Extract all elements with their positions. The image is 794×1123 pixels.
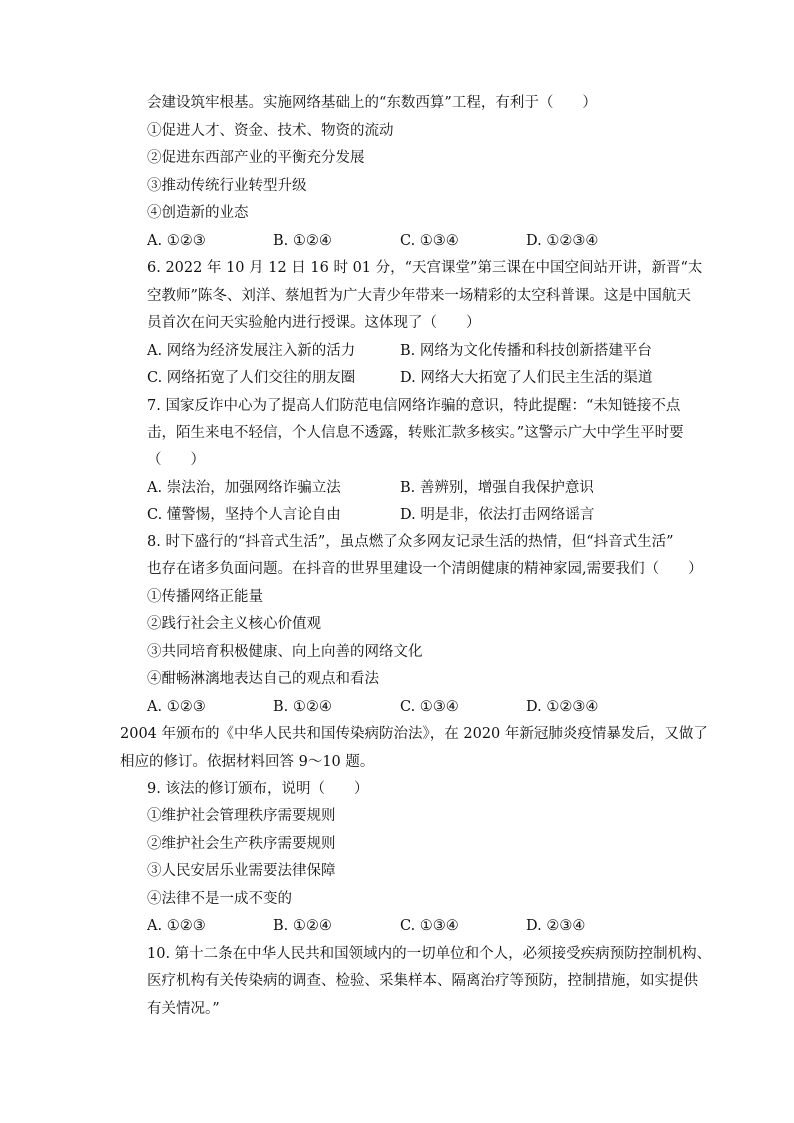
q8-item-4: ④酣畅淋漓地表达自己的观点和看法 [147, 671, 379, 687]
q6-stem-line-2: 空教师”陈冬、刘洋、蔡旭哲为广大青少年带来一场精彩的太空科普课。这是中国航天 [147, 288, 691, 304]
q6-stem-line-1: 6. 2022 年 10 月 12 日 16 时 01 分，“天宫课堂”第三课在中国空间站开讲，新晋“太 [147, 260, 703, 276]
q5-option-b: B. ①②④ [273, 233, 332, 249]
material-line-1: 2004 年颁布的《中华人民共和国传染病防治法》，在 2020 年新冠肺炎疫情暴发后，又做了 [120, 726, 708, 742]
q9-item-4: ④法律不是一成不变的 [147, 891, 292, 907]
q7-option-c: C. 懂警惕，坚持个人言论自由 [147, 507, 341, 523]
q5-item-3: ③推动传统行业转型升级 [147, 178, 307, 194]
q8-item-1: ①传播网络正能量 [147, 589, 263, 605]
q8-option-d: D. ①②③④ [526, 699, 599, 715]
q7-option-d: D. 明是非，依法打击网络谣言 [400, 507, 595, 523]
q9-option-a: A. ①②③ [147, 918, 206, 934]
q8-stem-line-2: 也存在诸多负面问题。在抖音的世界里建设一个清朗健康的精神家园,需要我们（ ） [147, 561, 703, 577]
q5-item-1: ①促进人才、资金、技术、物资的流动 [147, 123, 394, 139]
q9-item-3: ③人民安居乐业需要法律保障 [147, 863, 336, 879]
q7-stem-line-1: 7. 国家反诈中心为了提高人们防范电信网络诈骗的意识，特此提醒：“未知链接不点 [147, 398, 681, 414]
q9-option-b: B. ①②④ [273, 918, 332, 934]
q5-option-d: D. ①②③④ [526, 233, 599, 249]
q9-item-1: ①维护社会管理秩序需要规则 [147, 808, 336, 824]
q9-option-d: D. ②③④ [526, 918, 586, 934]
material-line-2: 相应的修订。依据材料回答 9～10 题。 [120, 754, 375, 770]
q6-option-d: D. 网络大大拓宽了人们民主生活的渠道 [400, 370, 653, 386]
q9-item-2: ②维护社会生产秩序需要规则 [147, 836, 336, 852]
q8-stem-line-1: 8. 时下盛行的“抖音式生活”，虽点燃了众多网友记录生活的热情，但“抖音式生活” [147, 534, 674, 550]
q8-item-3: ③共同培育积极健康、向上向善的网络文化 [147, 644, 423, 660]
q6-option-c: C. 网络拓宽了人们交往的朋友圈 [147, 370, 356, 386]
q5-item-2: ②促进东西部产业的平衡充分发展 [147, 150, 365, 166]
q9-option-c: C. ①③④ [400, 918, 459, 934]
q7-stem-line-3: （ ） [147, 452, 205, 468]
q7-stem-line-2: 击，陌生来电不轻信，个人信息不透露，转账汇款多核实。”这警示广大中学生平时要 [147, 425, 684, 441]
q9-stem: 9. 该法的修订颁布，说明（ ） [147, 781, 369, 797]
q10-stem-line-2: 医疗机构有关传染病的调查、检验、采集样本、隔离治疗等预防，控制措施，如实提供 [147, 973, 698, 989]
q5-option-c: C. ①③④ [400, 233, 459, 249]
q8-option-c: C. ①③④ [400, 699, 459, 715]
q10-stem-line-3: 有关情况。” [147, 1001, 220, 1017]
q6-stem-line-3: 员首次在问天实验舱内进行授课。这体现了（ ） [147, 315, 481, 331]
q5-option-a: A. ①②③ [147, 233, 206, 249]
q6-option-b: B. 网络为文化传播和科技创新搭建平台 [400, 343, 652, 359]
q8-option-b: B. ①②④ [273, 699, 332, 715]
q7-option-a: A. 崇法治，加强网络诈骗立法 [147, 480, 341, 496]
q5-item-4: ④创造新的业态 [147, 205, 249, 221]
q7-option-b: B. 善辨别，增强自我保护意识 [400, 480, 594, 496]
q8-item-2: ②践行社会主义核心价值观 [147, 616, 321, 632]
q6-option-a: A. 网络为经济发展注入新的活力 [147, 343, 356, 359]
q8-option-a: A. ①②③ [147, 699, 206, 715]
q10-stem-line-1: 10. 第十二条在中华人民共和国领域内的一切单位和个人，必须接受疾病预防控制机构、 [147, 946, 712, 962]
question-5-stem-continuation: 会建设筑牢根基。实施网络基础上的“东数西算”工程，有利于（ ） [147, 95, 597, 111]
